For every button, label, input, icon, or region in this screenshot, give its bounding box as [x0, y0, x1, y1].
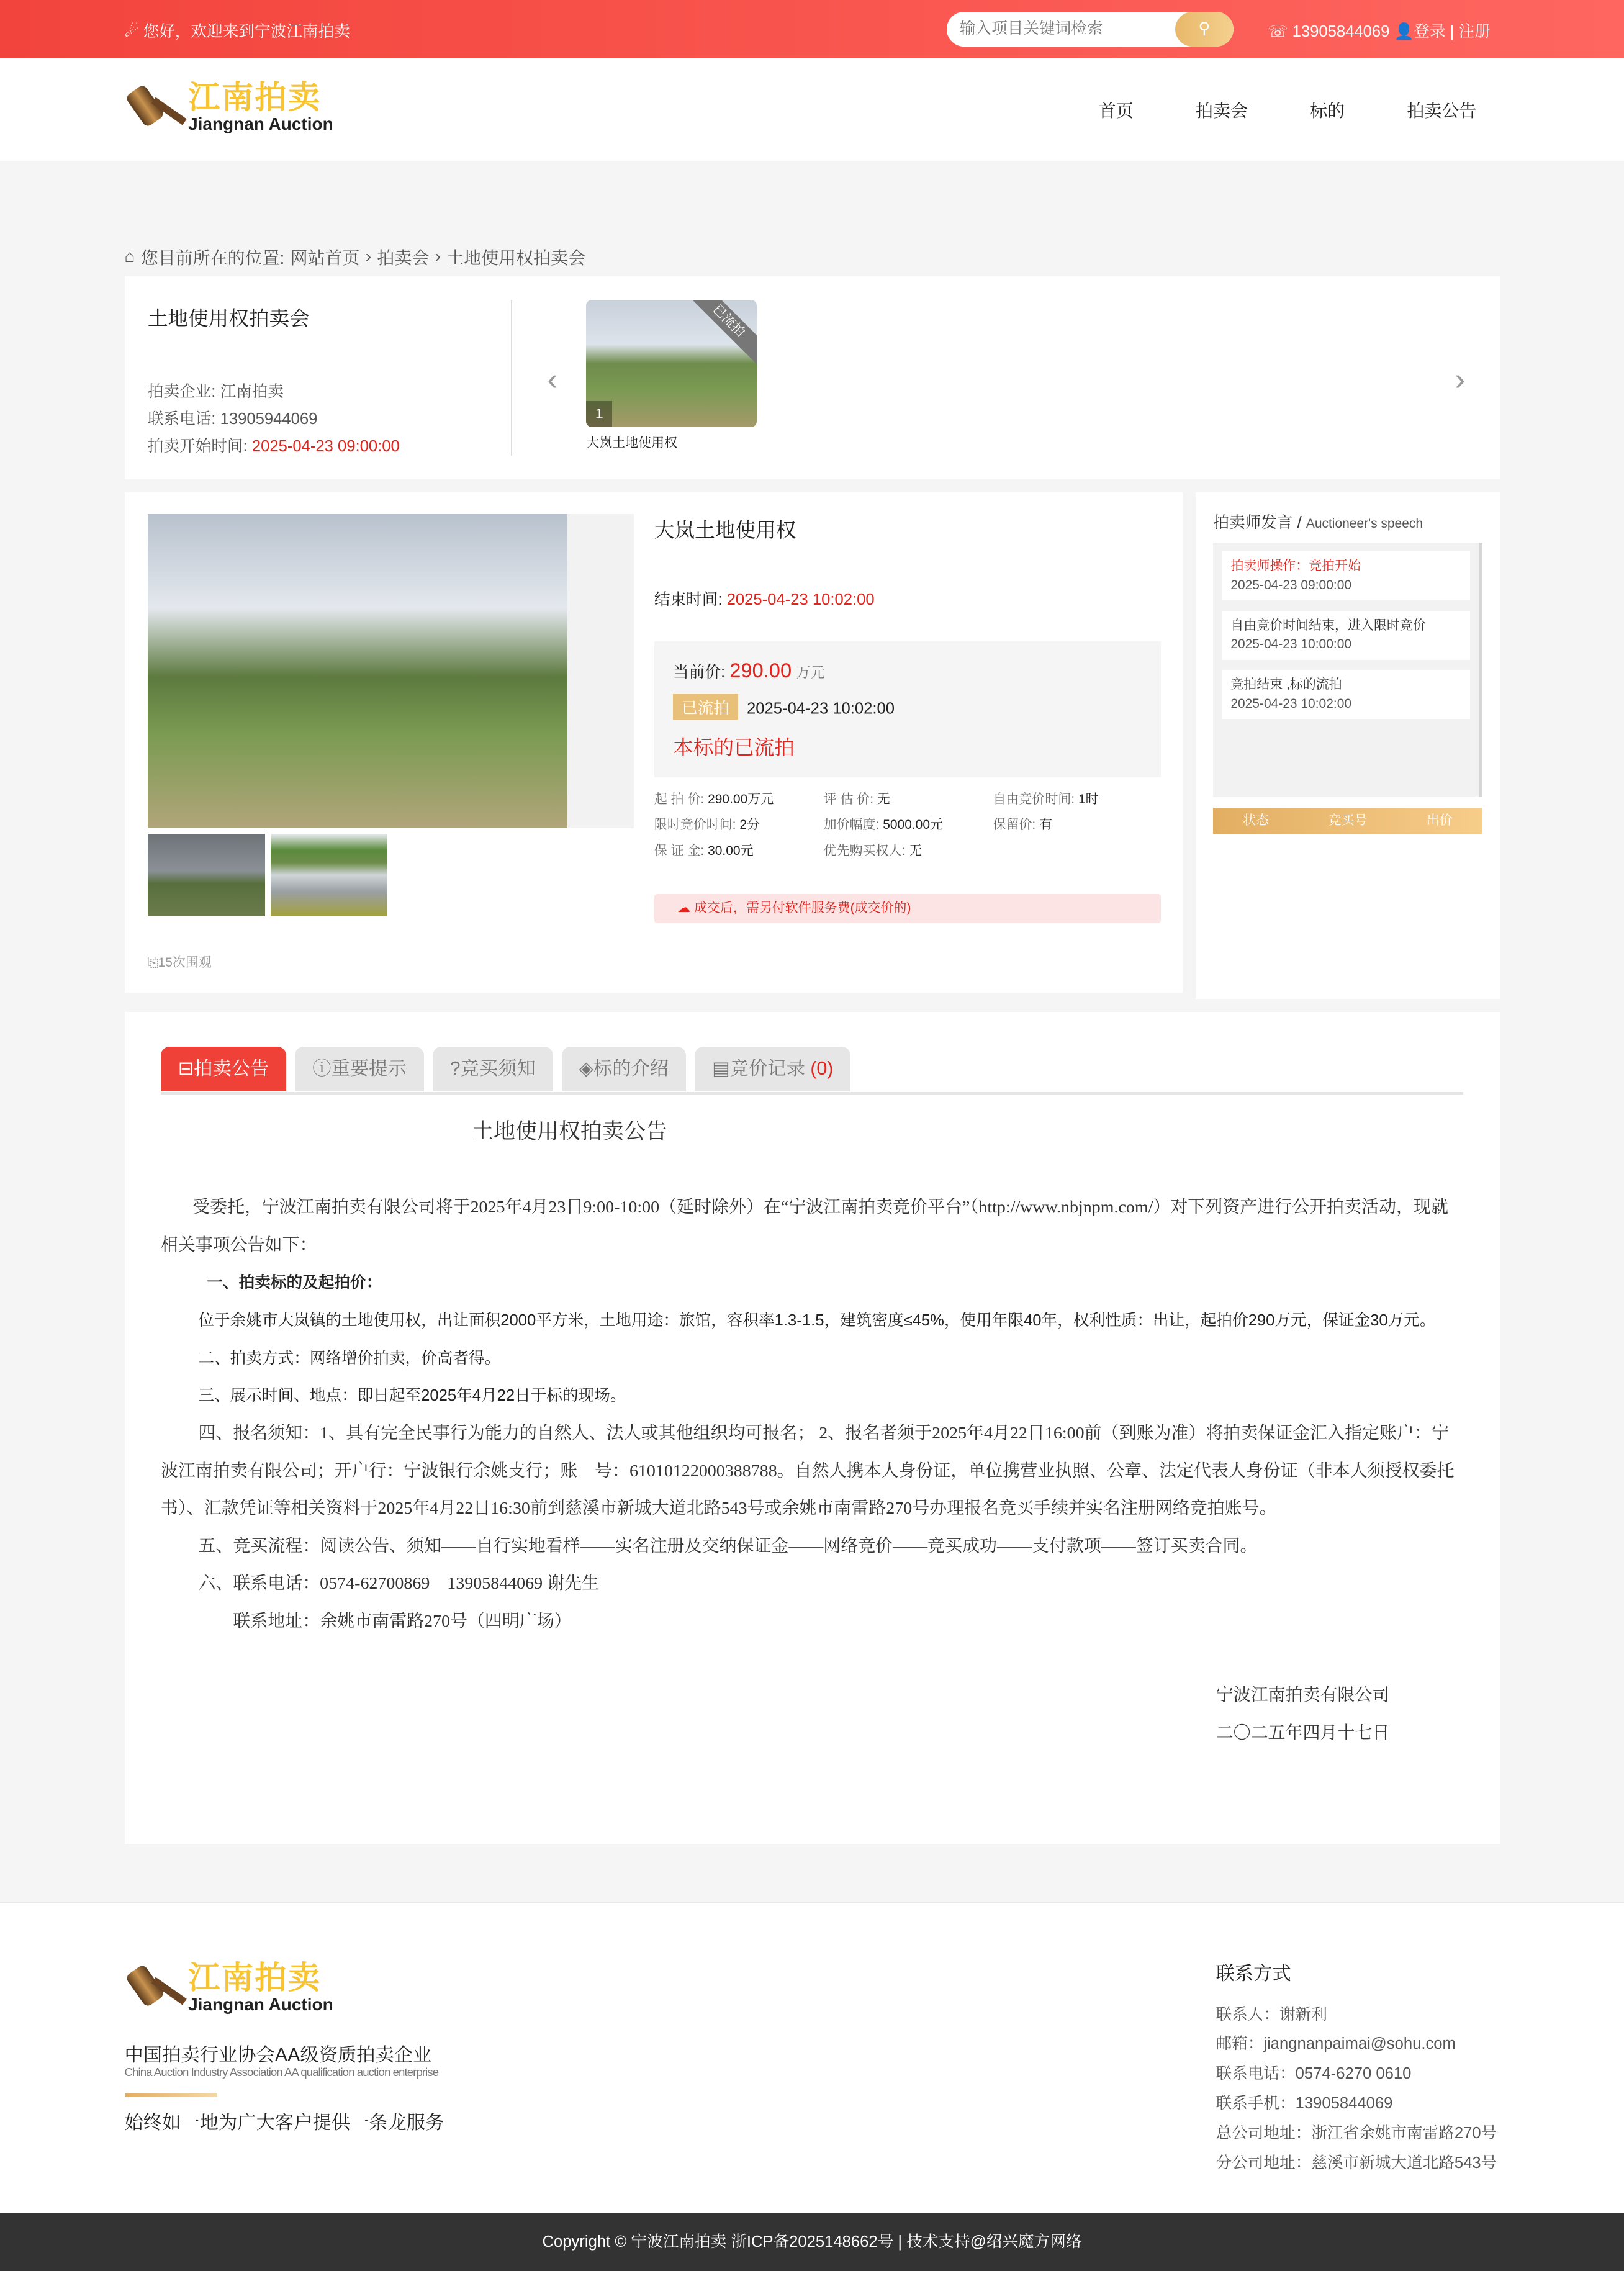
nav-home[interactable]: 首页	[1098, 101, 1134, 121]
spec-item: 限时竞价时间: 2分	[654, 818, 760, 833]
footer: 江南拍卖 Jiangnan Auction 中国拍卖行业协会AA级资质拍卖企业 China Auction Industry Association AA qualification auction enterprise 始终如一地为广大客户提供一条龙服务 联系方式 联系人：谢新利 邮箱：jiangnanpaimai@sohu.com 联系电话：0574-6270 0610 联系手机：13905844069 总公司地址：浙江省余姚市南雷路270号 分公司地址：慈溪市新城大道北路543号	[0, 1902, 1624, 2213]
footer-logo: 江南拍卖 Jiangnan Auction	[125, 1958, 333, 2016]
top-right: ☏ 13905844069 👤登录 | 注册	[1268, 23, 1491, 41]
speech-message: 竞拍结束 ,标的流拍 2025-04-23 10:02:00	[1222, 670, 1469, 719]
record-icon: ▤	[712, 1058, 730, 1079]
status-badge: 已流拍	[673, 694, 738, 720]
gavel-icon	[125, 78, 189, 136]
detail-tabs	[125, 1012, 1500, 1844]
spec-item: 评 估 价: 无	[823, 792, 890, 806]
question-icon: ?	[449, 1058, 461, 1079]
announcement-title: 土地使用权拍卖公告	[472, 1119, 667, 1144]
register-link[interactable]: 注册	[1458, 23, 1491, 41]
lot-thumbnail[interactable]: 已流拍 1	[586, 300, 757, 427]
contact-info: 联系方式 联系人：谢新利 邮箱：jiangnanpaimai@sohu.com 联系电话：0574-6270 0610 联系手机：13905844069 总公司地址：浙江省余姚市南雷路270号 分公司地址：慈溪市新城大道北路543号	[1216, 1964, 1497, 2172]
breadcrumb: ⌂ 您目前所在的位置: 网站首页 › 拍卖会 › 土地使用权拍卖会	[125, 161, 1500, 277]
top-bar	[0, 0, 1624, 58]
info-icon: ⓘ	[312, 1058, 332, 1079]
chevron-right-icon[interactable]: ›	[1455, 361, 1466, 397]
phone-icon: ☏	[1268, 23, 1288, 41]
fee-notice: ☁ 成交后，需另付软件服务费(成交价的)	[654, 894, 1161, 923]
divider	[125, 2093, 217, 2097]
tab-lot-intro[interactable]: ◈标的介绍	[562, 1047, 686, 1091]
breadcrumb-home[interactable]: 网站首页	[290, 248, 360, 268]
views-icon: ⎘	[147, 955, 158, 970]
nav-announcements[interactable]: 拍卖公告	[1407, 101, 1477, 121]
price-box: 当前价: 290.00 万元 已流拍 2025-04-23 10:02:00 本标的已流拍	[654, 641, 1161, 777]
notice-icon: ⊟	[178, 1058, 194, 1079]
login-link[interactable]: 登录	[1414, 23, 1446, 41]
search-icon: ⚲	[1198, 19, 1211, 37]
breadcrumb-current: 土地使用权拍卖会	[446, 248, 586, 268]
view-count: ⎘15次围观	[147, 955, 212, 970]
photo-thumb[interactable]	[148, 834, 265, 916]
breadcrumb-auctions[interactable]: 拍卖会	[377, 248, 430, 268]
nav-auctions[interactable]: 拍卖会	[1196, 101, 1248, 121]
announcement: 土地使用权拍卖公告 受委托，宁波江南拍卖有限公司将于2025年4月23日9:00-10:00（延时除外）在“宁波江南拍卖竞价平台”（http://www.nbjnpm.com/）对下列资产进行公开拍卖活动，现就相关事项公告如下： 一、拍卖标的及起拍价： 位于余姚市大岚镇的土地使用权，出让面积2000平方米，土地用途：旅馆，容积率1.3-1.5，建筑密度≤45%，使用年限40年，权利性质：出让，起拍价290万元，保证金30万元。 二、拍卖方式：网络增价拍卖，价高者得。 三、展示时间、地点：即日起至2025年4月22日于标的现场。 四、报名须知：1、具有完全民事行为能力的自然人、法人或其他组织均可报名； 2、报名者须于2025年4月22日16:00前（到账为准）将拍卖保证金汇入指定账户：宁波江南拍卖有限公司；开户行：宁波银行余姚支行；账 号：61010122000388788。自然人携本人身份证，单位携营业执照、公章、法定代表人身份证（非本人须授权委托书）、汇款凭证等相关资料于2025年4月22日16:30前到慈溪市新城大道北路543号或余姚市南雷路270号办理报名竞买手续并实名注册网络竞拍账号。 五、竞买流程：阅读公告、须知——自行实地看样——实名注册及交纳保证金——网络竞价——竞买成功——支付款项——签订买卖合同。 六、联系电话：0574-62700869 13905844069 谢先生 联系地址：余姚市南雷路270号（四明广场） 宁波江南拍卖有限公司 二〇二五年四月十七日	[161, 1114, 1463, 1752]
spec-list	[654, 789, 1161, 859]
spec-item: 加价幅度: 5000.00元	[823, 818, 943, 833]
tab-rules[interactable]: ?竞买须知	[433, 1047, 553, 1091]
speech-message: 自由竞价时间结束，进入限时竞价 2025-04-23 10:00:00	[1222, 611, 1469, 660]
tab-bid-records[interactable]: ▤竞价记录 (0)	[695, 1047, 850, 1091]
chevron-left-icon[interactable]: ‹	[547, 361, 558, 397]
status-ribbon: 已流拍	[680, 300, 757, 369]
lot-name[interactable]: 大岚土地使用权	[586, 436, 678, 451]
header	[0, 58, 1624, 161]
wave-icon: ☄	[124, 23, 139, 41]
main-photo	[148, 514, 567, 828]
bid-table-header: 状态 竞买号 出价	[1213, 808, 1482, 834]
copyright: Copyright © 宁波江南拍卖 浙ICP备2025148662号 | 技术支持@绍兴魔方网络	[0, 2213, 1624, 2271]
lot-title: 大岚土地使用权	[654, 518, 796, 541]
status-text: 本标的已流拍	[673, 735, 795, 759]
tab-important[interactable]: ⓘ重要提示	[295, 1047, 423, 1091]
box-icon: ◈	[579, 1058, 593, 1079]
spec-item: 保 证 金: 30.00元	[654, 844, 754, 858]
speech-message: 拍卖师操作：竞拍开始 2025-04-23 09:00:00	[1222, 551, 1469, 600]
handshake-icon: ☁	[677, 900, 691, 915]
spec-item: 保留价: 有	[993, 818, 1052, 833]
tab-announcement[interactable]: ⊟拍卖公告	[161, 1047, 287, 1091]
auction-info: 土地使用权拍卖会 拍卖企业: 江南拍卖 联系电话: 13905944069 拍卖开始时间: 2025-04-23 09:00:00 ‹ 已流拍 1 大岚土地使用权 ›	[125, 276, 1500, 479]
auction-title: 土地使用权拍卖会	[147, 307, 310, 330]
speech-list[interactable]	[1213, 543, 1482, 797]
welcome-text: ☄ 您好，欢迎来到宁波江南拍卖	[124, 23, 350, 41]
nav-lots[interactable]: 标的	[1310, 101, 1345, 121]
search-box	[947, 12, 1234, 47]
search-input[interactable]	[947, 12, 1178, 47]
user-icon: 👤	[1394, 23, 1414, 41]
search-button[interactable]	[1175, 12, 1233, 47]
logo[interactable]: 江南拍卖 Jiangnan Auction	[125, 78, 333, 136]
home-icon: ⌂	[124, 246, 135, 266]
divider	[511, 300, 512, 456]
spec-item: 优先购买权人: 无	[823, 844, 923, 858]
auctioneer-speech: 拍卖师发言 / Auctioneer's speech 拍卖师操作：竞拍开始 2025-04-23 09:00:00 自由竞价时间结束，进入限时竞价 2025-04-23 10:00:00 竞拍结束 ,标的流拍 2025-04-23 10:02:00 状态 竞买号 出价	[1196, 492, 1499, 999]
lot-detail: ⎘15次围观 大岚土地使用权 结束时间: 2025-04-23 10:02:00 当前价: 290.00 万元 已流拍 2025-04-23 10:02:00 本标的已流拍 起 拍 价: 290.00万元 评 估 价: 无 自由竞价时间: 1时 限时竞价时间: 2分 加价幅度: 5000.00元 保留价: 有 保 证 金: 30.00元 优先购买权人: 无 ☁ 成交后，需另付软件服务费(成交价的)	[125, 492, 1183, 993]
photo-thumb[interactable]	[271, 834, 387, 916]
gavel-icon	[125, 1958, 189, 2016]
main-nav	[1037, 97, 1477, 122]
spec-item: 起 拍 价: 290.00万元	[654, 792, 774, 806]
spec-item: 自由竞价时间: 1时	[993, 792, 1099, 806]
